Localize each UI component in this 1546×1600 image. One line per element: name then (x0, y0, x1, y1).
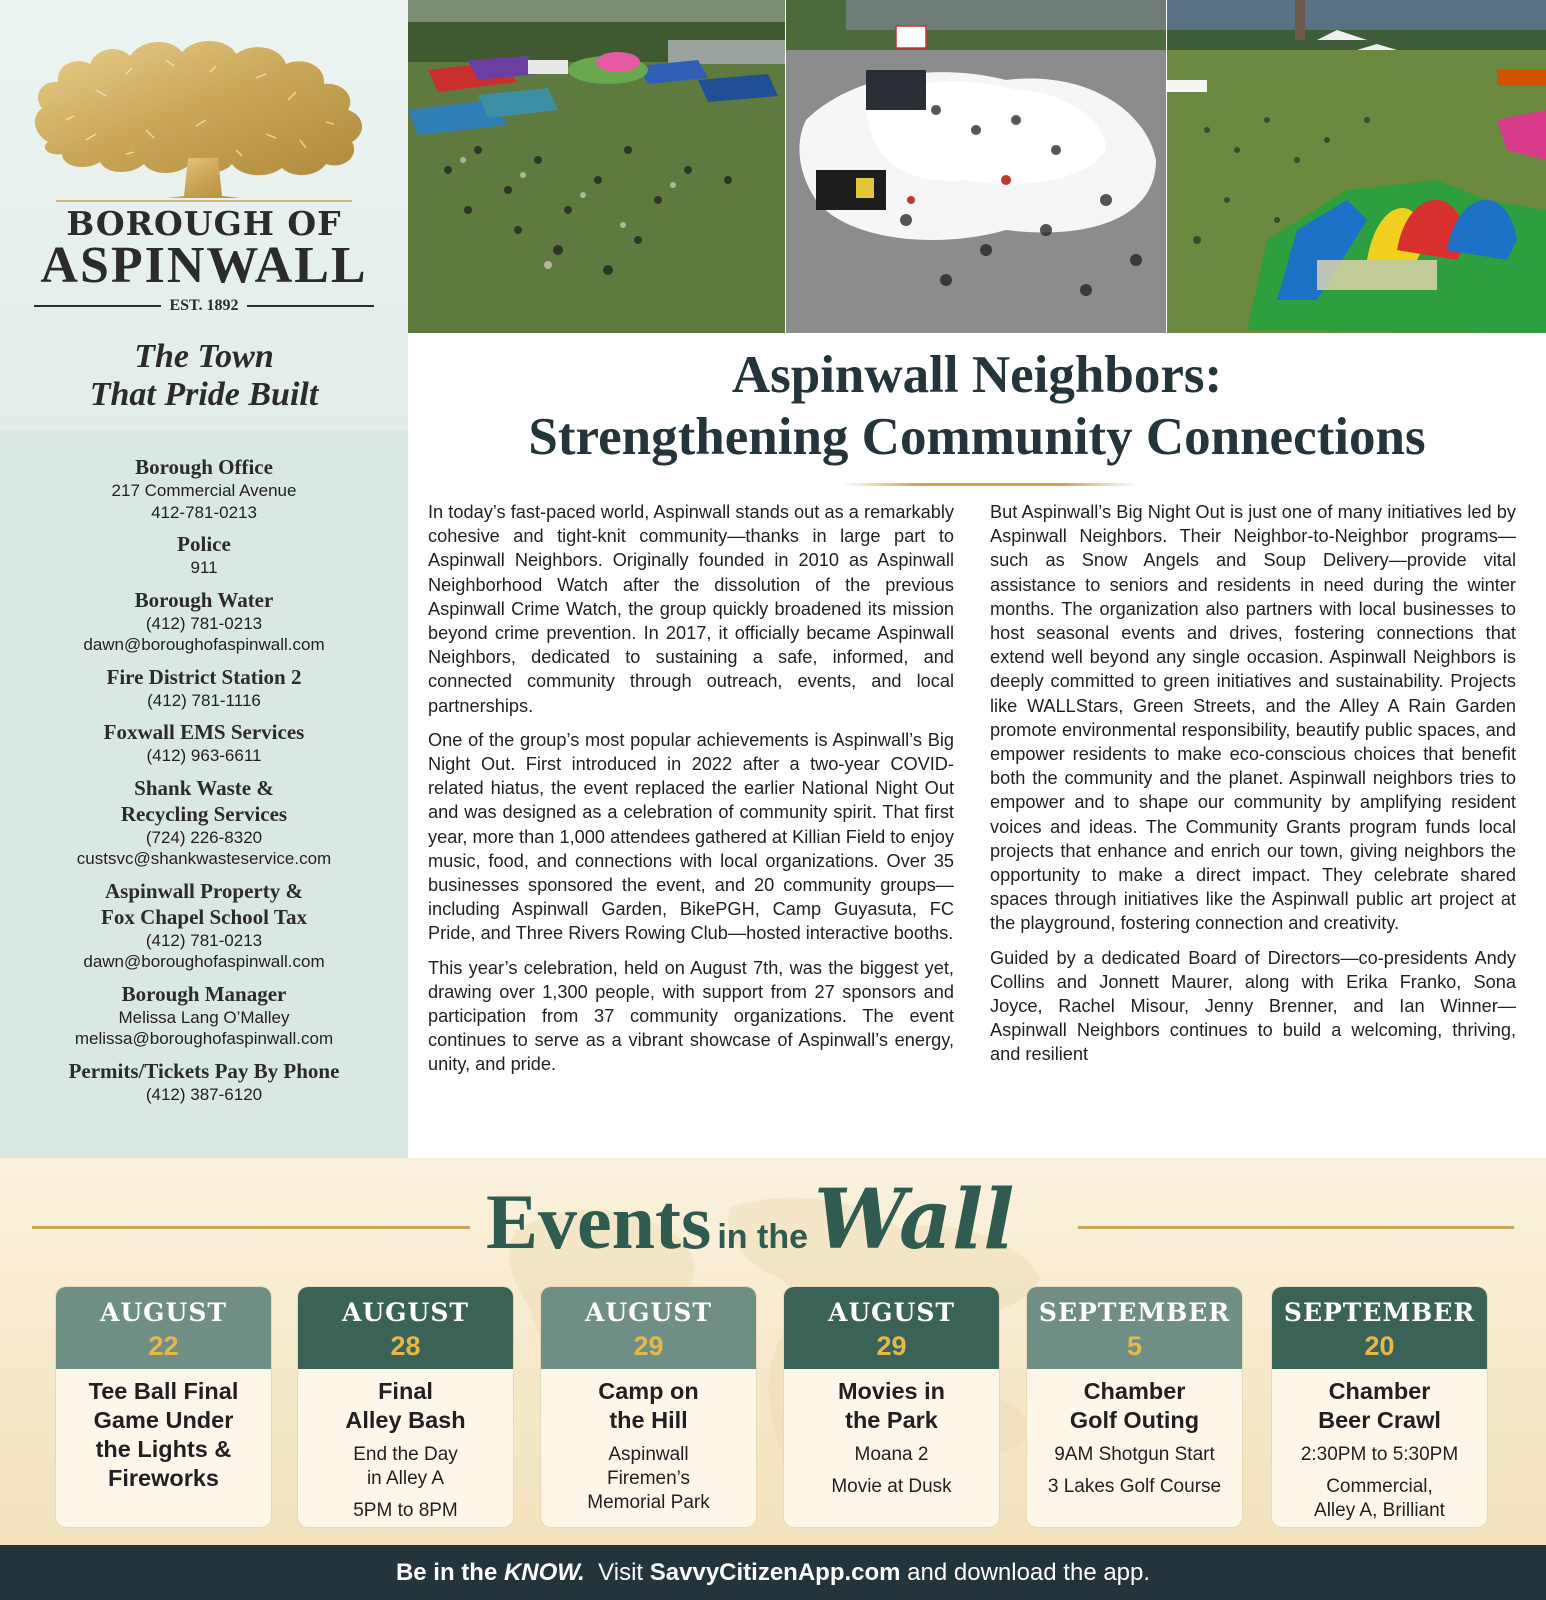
event-title-line: Game Under (93, 1407, 234, 1433)
event-title (1027, 1369, 1242, 1435)
event-date-header (784, 1287, 999, 1369)
event-card[interactable] (56, 1287, 271, 1527)
event-details (541, 1443, 756, 1515)
borough-of-label: BOROUGH OF (66, 204, 342, 243)
event-month: SEPTEMBER (1283, 1298, 1476, 1327)
event-date-header (541, 1287, 756, 1369)
event-card[interactable] (541, 1287, 756, 1527)
tagline-line-2: That Pride Built (89, 376, 319, 413)
event-detail-line: Memorial Park (587, 1492, 710, 1513)
contact-detail: (412) 963-6611 (146, 746, 262, 765)
event-day: 29 (633, 1331, 664, 1361)
event-title-line: Alley Bash (345, 1407, 466, 1433)
contact-email-link[interactable]: dawn@boroughofaspinwall.com (83, 952, 325, 971)
article-paragraph: This year’s celebration, held on August 7th, was the biggest yet, drawing over 1,300 people, with support from 27 sponsors and participation from 37 community organizations. The event continues to serve as a vibrant showcase of Aspinwall’s energy, unity, and pride. (428, 957, 954, 1075)
event-month: AUGUST (99, 1298, 227, 1327)
event-card[interactable] (784, 1287, 999, 1527)
contact-entry (0, 664, 408, 712)
contact-entry (0, 1058, 408, 1106)
article-column-1 (428, 500, 954, 1087)
events-title-rule-right (1078, 1226, 1514, 1229)
event-date-header (56, 1287, 271, 1369)
event-detail-line: 5PM to 8PM (353, 1500, 458, 1521)
events-section (0, 1158, 1546, 1545)
contact-entry (0, 719, 408, 767)
contact-title: Borough Office (135, 455, 273, 479)
headline-divider (842, 483, 1138, 486)
contact-title: Permits/Tickets Pay By Phone (68, 1058, 340, 1083)
event-detail-line: Movie at Dusk (831, 1476, 952, 1497)
event-title (541, 1369, 756, 1435)
event-day: 20 (1364, 1331, 1395, 1361)
contact-title: Borough Water (134, 587, 274, 612)
event-detail-line: 3 Lakes Golf Course (1047, 1476, 1222, 1497)
event-details (298, 1443, 513, 1491)
event-title-line: Movies in (837, 1378, 946, 1404)
event-title-line: Golf Outing (1069, 1407, 1200, 1433)
article-paragraph: But Aspinwall’s Big Night Out is just one of many initiatives led by Aspinwall Neighbors. Their Neighbor-to-Neighbor programs—such as Snow Angels and Soup Delivery—provide vital assistance to seniors and residents in need during the winter months. The organization also partners with local businesses to host seasonal events and drives, fostering connections that extend well beyond any single occasion. Aspinwall Neighbors is deeply committed to green initiatives and sustainability. Projects like WALLStars, Green Streets, and the Alley A Rain Garden promote environmental responsibility, beautify public spaces, and empower residents to make eco-conscious choices that benefit both the community and the planet. Aspinwall neighbors tries to empower and to shape our community by amplifying resident voices and ideas. The Community Grants program funds local projects that enhance and enrich our town, giving neighbors the opportunity to make a direct impact. They celebrate shared spaces through initiatives like the Aspinwall public art project at the playground, fostering connection and creativity. (990, 502, 1516, 934)
event-title (298, 1369, 513, 1435)
event-month: AUGUST (827, 1298, 955, 1327)
event-month: SEPTEMBER (1038, 1298, 1231, 1327)
divider (34, 305, 161, 307)
contact-detail: (412) 781-1116 (147, 690, 261, 710)
contact-title: Recycling Services (120, 801, 288, 826)
contact-title: Borough Manager (121, 981, 287, 1006)
event-details (1027, 1475, 1242, 1499)
event-title-line: Beer Crawl (1318, 1407, 1441, 1433)
footer-link-savvycitizen[interactable]: SavvyCitizenApp.com (649, 1559, 901, 1586)
event-day: 28 (390, 1331, 421, 1361)
event-title-line: Chamber (1328, 1378, 1431, 1404)
borough-name: ASPINWALL (40, 237, 368, 294)
event-details (1272, 1475, 1487, 1523)
event-day: 22 (148, 1331, 179, 1361)
event-detail-line: Commercial, (1326, 1476, 1433, 1497)
contact-detail: 412-781-0213 (151, 502, 257, 522)
contacts-list (0, 454, 408, 1113)
event-date-header (298, 1287, 513, 1369)
event-details (784, 1475, 999, 1499)
event-card[interactable] (1027, 1287, 1242, 1527)
footer-text-1: Be in the (395, 1559, 504, 1586)
event-day: 5 (1126, 1331, 1143, 1361)
event-title (1272, 1369, 1487, 1435)
event-title-line: Tee Ball Final (88, 1378, 239, 1404)
headline-line-2: Strengthening Community Connections (528, 408, 1426, 466)
event-title (784, 1369, 999, 1435)
event-month: AUGUST (341, 1298, 469, 1327)
contact-detail: Melissa Lang O’Malley (118, 1007, 290, 1027)
event-title-line: Camp on (598, 1378, 699, 1404)
contact-detail: 911 (190, 558, 218, 577)
event-details (784, 1443, 999, 1467)
contact-email-link[interactable]: dawn@boroughofaspinwall.com (83, 635, 325, 654)
article-headline (428, 344, 1526, 468)
footer-text-2: KNOW. (503, 1559, 585, 1586)
event-detail-line: Moana 2 (854, 1444, 929, 1465)
contact-title: Shank Waste & (134, 775, 274, 800)
contact-entry (0, 531, 408, 579)
contact-email-link[interactable]: custsvc@shankwasteservice.com (76, 849, 332, 868)
events-title-word-3: Wall (814, 1172, 1015, 1268)
foam-party-photo (786, 0, 1166, 333)
event-title-line: the Lights & (95, 1436, 232, 1462)
headline-line-1: Aspinwall Neighbors: (731, 346, 1223, 404)
event-card[interactable] (298, 1287, 513, 1527)
event-detail-line: Aspinwall (608, 1444, 689, 1465)
tagline (0, 338, 408, 414)
contact-title: Aspinwall Property & (105, 878, 303, 903)
events-title (486, 1172, 1066, 1272)
contact-title: Fox Chapel School Tax (101, 904, 307, 929)
article-column-2 (990, 500, 1516, 1077)
contact-detail: (412) 781-0213 (145, 930, 263, 950)
events-title-word-2: in the (717, 1218, 809, 1256)
contact-detail: (412) 387-6120 (145, 1084, 263, 1104)
divider (247, 305, 374, 307)
footer-banner (0, 1545, 1546, 1600)
festival-tents-crowd-photo (408, 0, 785, 333)
contact-title: Police (177, 532, 231, 556)
event-details (1027, 1443, 1242, 1467)
oak-tree-icon (26, 30, 382, 202)
event-detail-line: 9AM Shotgun Start (1054, 1444, 1215, 1465)
event-title-line: Chamber (1083, 1378, 1186, 1404)
event-detail-line: 2:30PM to 5:30PM (1300, 1444, 1459, 1465)
footer-text-5: and download the app. (900, 1559, 1151, 1586)
article-paragraph: Guided by a dedicated Board of Directors—co-presidents Andy Collins and Jonnett Maurer, along with Erika Franko, Sona Joyce, Rachel Misour, Jenny Brenner, and Ian Winner—Aspinwall Neighbors continues to build a welcoming, thriving, and resilient (990, 947, 1516, 1065)
contact-entry (0, 587, 408, 656)
established-row (34, 296, 374, 316)
event-card[interactable] (1272, 1287, 1487, 1527)
article-paragraph: In today’s fast-paced world, Aspinwall stands out as a remarkably cohesive and tight-knit community—thanks in large part to Aspinwall Neighbors. Originally founded in 2010 as Aspinwall Neighborhood Watch after the dissolution of the previous Aspinwall Crime Watch, the group quickly broadened its mission beyond crime prevention. In 2017, it officially became Aspinwall Neighbors, dedicated to sustaining a safe, informed, and connected community through outreach, events, and local partnerships. (428, 502, 954, 716)
event-date-header (1272, 1287, 1487, 1369)
event-title-line: Final (378, 1378, 433, 1404)
contact-email-link[interactable]: melissa@boroughofaspinwall.com (74, 1029, 334, 1048)
contact-detail: 217 Commercial Avenue (111, 481, 297, 500)
article-paragraph: One of the group’s most popular achievements is Aspinwall’s Big Night Out. First introduced in 2022 after a two-year COVID-related hiatus, the event replaced the earlier National Night Out and was designed as a celebration of community spirit. That first year, more than 1,000 attendees gathered at Killian Field to enjoy music, food, and connections with local organizations. Over 35 businesses sponsored the event, and 20 community groups—including Aspinwall Garden, BikePGH, Camp Guyasuta, FC Pride, and Three Rivers Rowing Club—hosted interactive booths. (428, 729, 954, 944)
events-title-rule-left (32, 1226, 470, 1229)
event-title-line: the Hill (609, 1407, 688, 1433)
event-month: AUGUST (584, 1298, 712, 1327)
event-detail-line: Firemen’s (606, 1468, 691, 1489)
event-detail-line: Alley A, Brilliant (1314, 1500, 1445, 1521)
event-detail-line: in Alley A (366, 1468, 445, 1489)
event-detail-line: End the Day (353, 1444, 458, 1465)
event-details (298, 1499, 513, 1523)
events-title-word-1: Events (486, 1178, 712, 1265)
footer-text-3: Visit (584, 1559, 650, 1586)
contact-entry (0, 878, 408, 973)
sidebar (0, 0, 408, 1158)
established-label: EST. 1892 (169, 297, 239, 314)
contact-title: Foxwall EMS Services (103, 720, 305, 744)
bounce-house-field-photo (1167, 0, 1546, 333)
contact-entry (0, 454, 408, 523)
event-details (1272, 1443, 1487, 1467)
contact-detail: (724) 226-8320 (145, 827, 263, 847)
contact-detail: (412) 781-0213 (145, 613, 263, 633)
contact-entry (0, 981, 408, 1050)
event-date-header (1027, 1287, 1242, 1369)
event-title (56, 1369, 271, 1493)
event-title-line: the Park (845, 1407, 938, 1433)
event-day: 29 (876, 1331, 907, 1361)
event-title-line: Fireworks (107, 1465, 220, 1491)
contact-entry (0, 775, 408, 870)
tagline-line-1: The Town (134, 338, 274, 375)
contact-title: Fire District Station 2 (106, 664, 302, 689)
